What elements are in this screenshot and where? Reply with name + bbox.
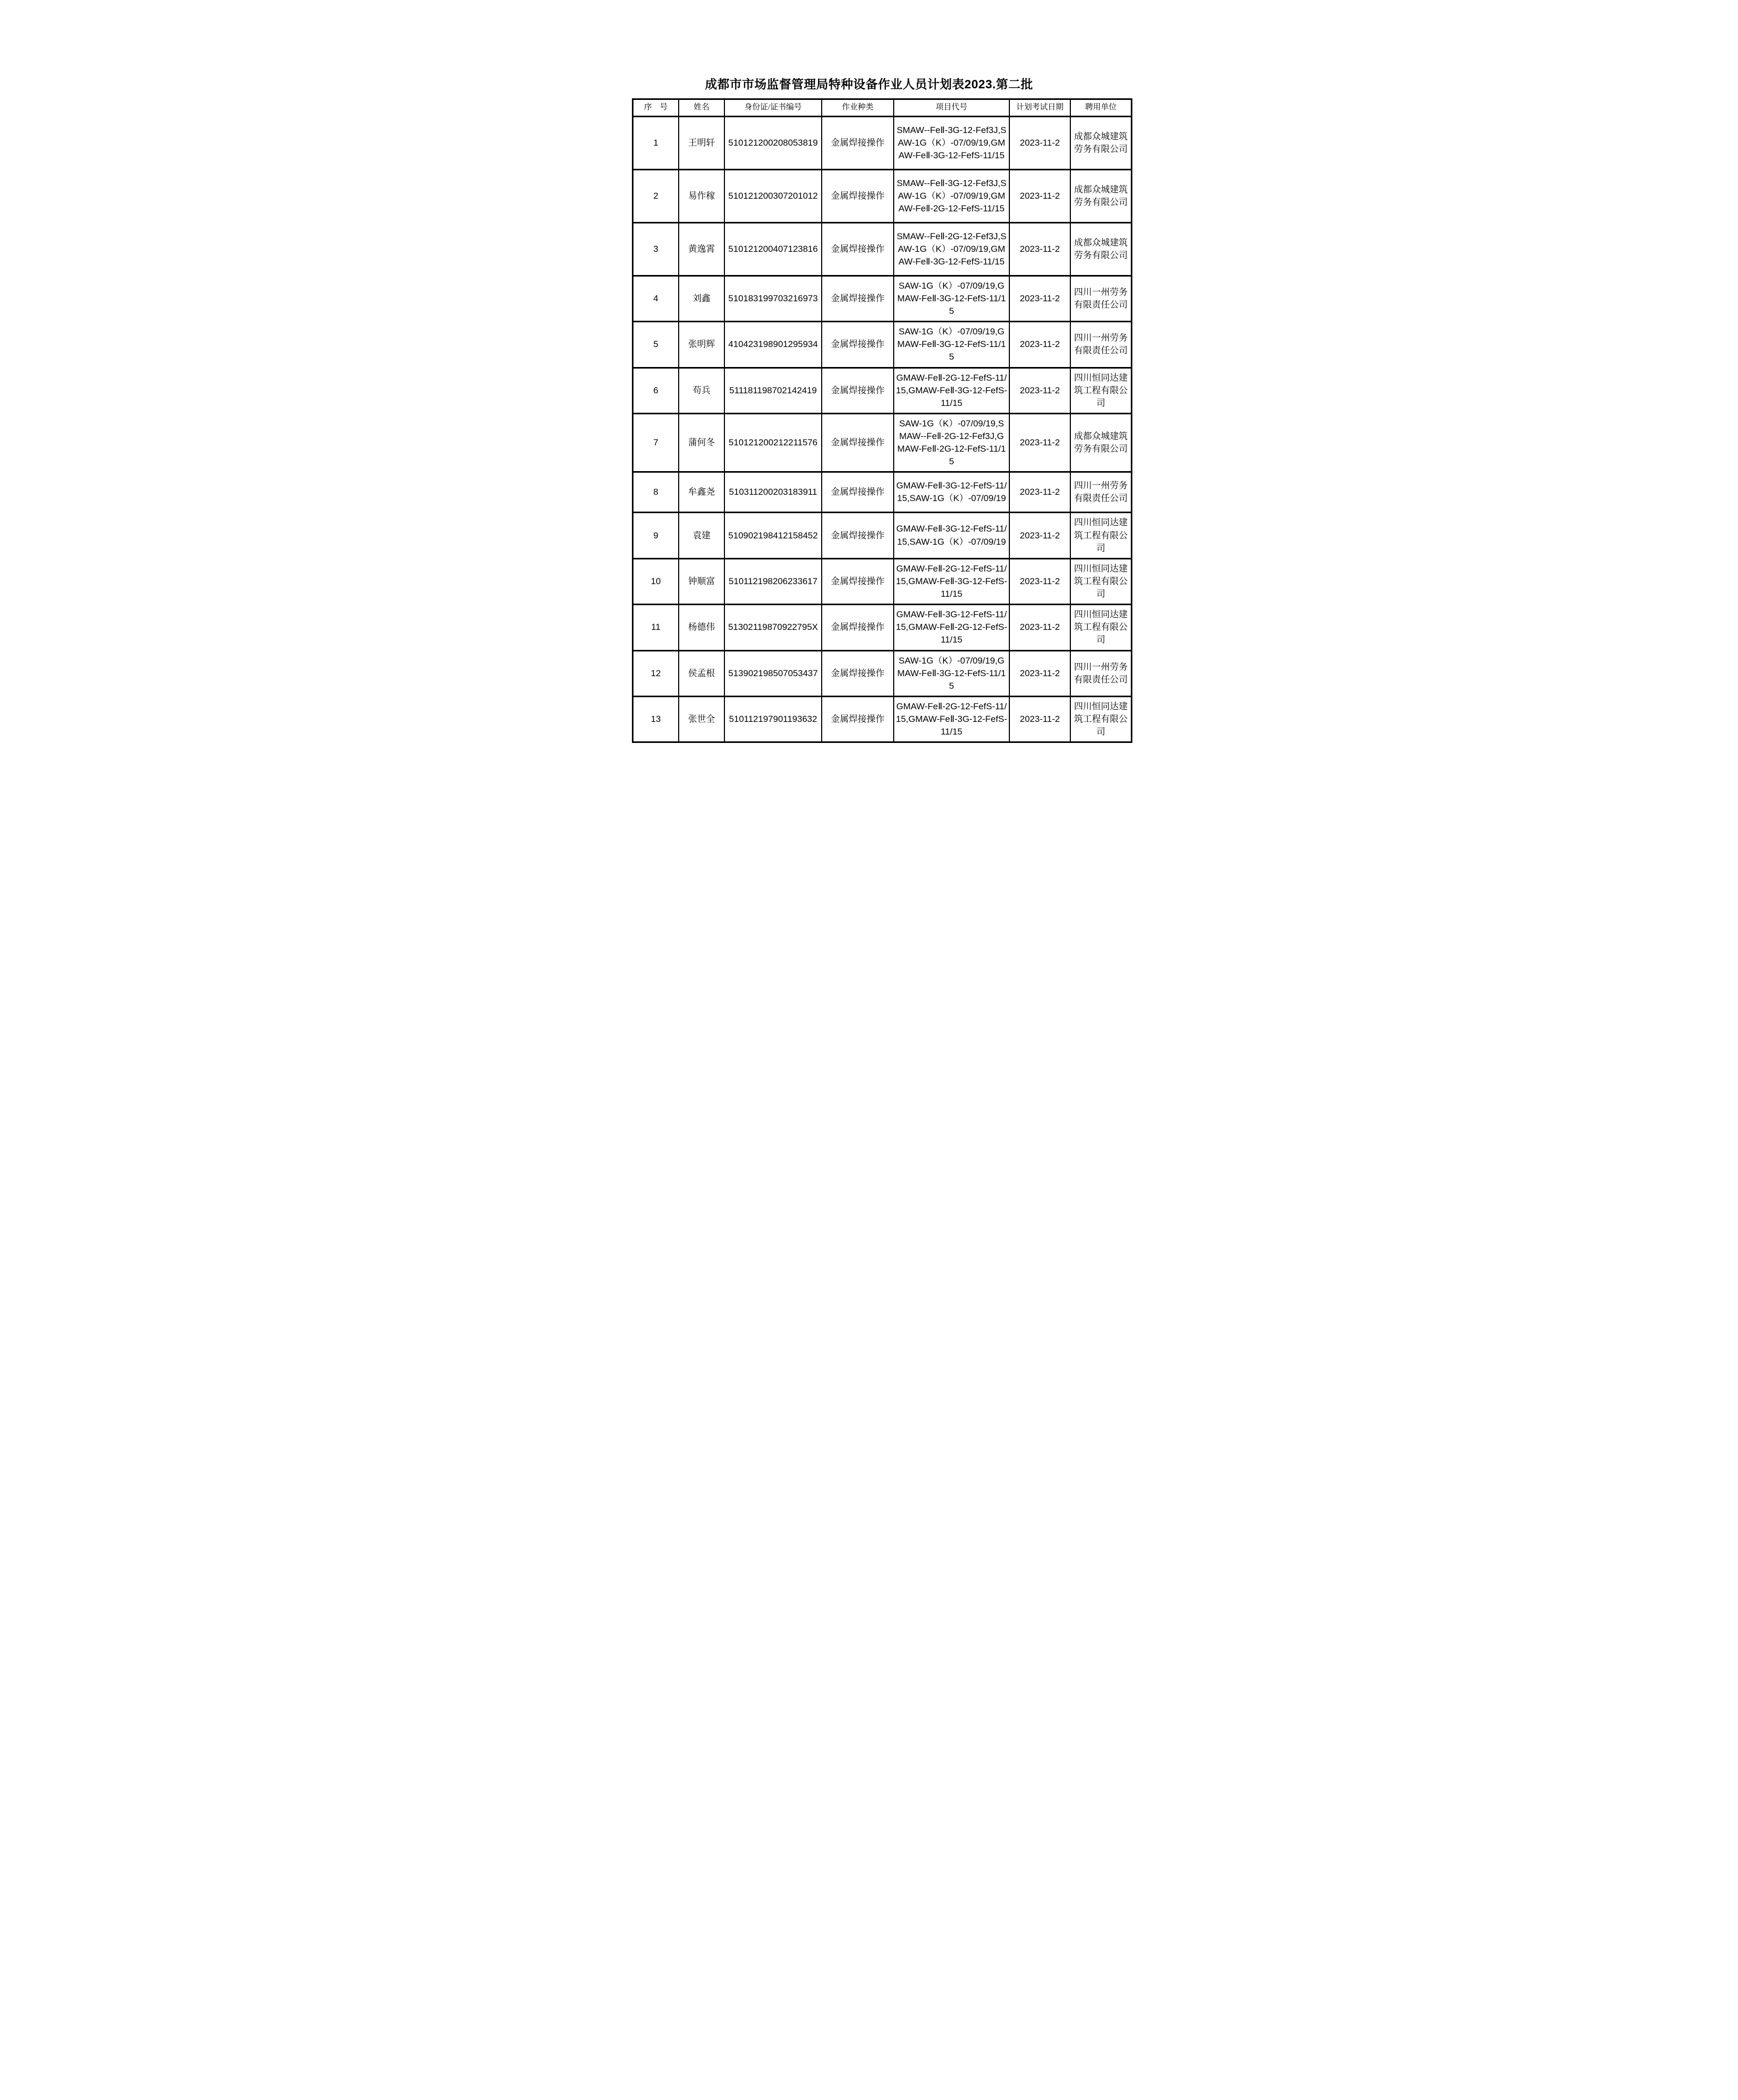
- cell-id: 510183199703216973: [724, 276, 822, 321]
- cell-id: 410423198901295934: [724, 322, 822, 368]
- cell-no: 11: [633, 605, 679, 650]
- cell-name: 钟顺富: [679, 558, 724, 604]
- cell-employer: 四川恒同达建筑工程有限公司: [1070, 558, 1132, 604]
- table-row: [633, 368, 1132, 413]
- cell-project: GMAW-FeⅡ-3G-12-FefS-11/15,GMAW-FeⅡ-2G-12-FefS-11/15: [894, 605, 1009, 650]
- cell-no: 5: [633, 322, 679, 368]
- table-row: [633, 169, 1132, 222]
- personnel-plan-table: [632, 98, 1132, 743]
- cell-name: 侯孟根: [679, 650, 724, 696]
- cell-name: 刘鑫: [679, 276, 724, 321]
- cell-job: 金属焊接操作: [822, 513, 894, 558]
- cell-date: 2023-11-2: [1009, 222, 1070, 276]
- table-row: [633, 605, 1132, 650]
- cell-employer: 四川一州劳务有限责任公司: [1070, 650, 1132, 696]
- cell-date: 2023-11-2: [1009, 513, 1070, 558]
- column-header-id: 身份证/证书编号: [724, 99, 822, 116]
- cell-date: 2023-11-2: [1009, 696, 1070, 742]
- cell-employer: 成都众城建筑劳务有限公司: [1070, 413, 1132, 472]
- cell-job: 金属焊接操作: [822, 322, 894, 368]
- cell-date: 2023-11-2: [1009, 605, 1070, 650]
- cell-name: 张明辉: [679, 322, 724, 368]
- cell-no: 6: [633, 368, 679, 413]
- cell-id: 510121200212211576: [724, 413, 822, 472]
- column-header-date: 计划考试日期: [1009, 99, 1070, 116]
- cell-name: 袁建: [679, 513, 724, 558]
- cell-job: 金属焊接操作: [822, 276, 894, 321]
- cell-no: 10: [633, 558, 679, 604]
- cell-project: SAW-1G（K）-07/09/19,GMAW-FeⅡ-3G-12-FefS-11/15: [894, 276, 1009, 321]
- cell-job: 金属焊接操作: [822, 368, 894, 413]
- cell-date: 2023-11-2: [1009, 276, 1070, 321]
- cell-no: 1: [633, 116, 679, 169]
- cell-date: 2023-11-2: [1009, 368, 1070, 413]
- cell-job: 金属焊接操作: [822, 650, 894, 696]
- cell-id: 510112197901193632: [724, 696, 822, 742]
- cell-job: 金属焊接操作: [822, 413, 894, 472]
- cell-employer: 成都众城建筑劳务有限公司: [1070, 116, 1132, 169]
- cell-date: 2023-11-2: [1009, 322, 1070, 368]
- table-header: [633, 99, 1132, 116]
- cell-employer: 四川一州劳务有限责任公司: [1070, 472, 1132, 513]
- cell-project: GMAW-FeⅡ-2G-12-FefS-11/15,GMAW-FeⅡ-3G-12-FefS-11/15: [894, 558, 1009, 604]
- cell-job: 金属焊接操作: [822, 116, 894, 169]
- table-body: [633, 116, 1132, 742]
- cell-name: 蒲何冬: [679, 413, 724, 472]
- cell-date: 2023-11-2: [1009, 472, 1070, 513]
- cell-no: 13: [633, 696, 679, 742]
- cell-name: 张世全: [679, 696, 724, 742]
- cell-job: 金属焊接操作: [822, 696, 894, 742]
- cell-date: 2023-11-2: [1009, 116, 1070, 169]
- cell-employer: 四川一州劳务有限责任公司: [1070, 276, 1132, 321]
- cell-name: 苟兵: [679, 368, 724, 413]
- cell-no: 3: [633, 222, 679, 276]
- cell-job: 金属焊接操作: [822, 169, 894, 222]
- cell-employer: 成都众城建筑劳务有限公司: [1070, 169, 1132, 222]
- table-row: [633, 513, 1132, 558]
- cell-name: 牟鑫尧: [679, 472, 724, 513]
- cell-no: 7: [633, 413, 679, 472]
- cell-id: 510311200203183911: [724, 472, 822, 513]
- cell-no: 2: [633, 169, 679, 222]
- cell-employer: 四川一州劳务有限责任公司: [1070, 322, 1132, 368]
- cell-project: SMAW--FeⅡ-2G-12-Fef3J,SAW-1G（K）-07/09/19,GMAW-FeⅡ-3G-12-FefS-11/15: [894, 222, 1009, 276]
- cell-project: SMAW--FeⅡ-3G-12-Fef3J,SAW-1G（K）-07/09/19,GMAW-FeⅡ-3G-12-FefS-11/15: [894, 116, 1009, 169]
- table-row: [633, 413, 1132, 472]
- cell-id: 511181198702142419: [724, 368, 822, 413]
- table-row: [633, 222, 1132, 276]
- cell-no: 4: [633, 276, 679, 321]
- cell-project: SAW-1G（K）-07/09/19,GMAW-FeⅡ-3G-12-FefS-11/15: [894, 322, 1009, 368]
- cell-project: GMAW-FeⅡ-3G-12-FefS-11/15,SAW-1G（K）-07/09/19: [894, 513, 1009, 558]
- table-row: [633, 650, 1132, 696]
- column-header-no: 序 号: [633, 99, 679, 116]
- cell-no: 12: [633, 650, 679, 696]
- cell-project: GMAW-FeⅡ-2G-12-FefS-11/15,GMAW-FeⅡ-3G-12-FefS-11/15: [894, 368, 1009, 413]
- cell-id: 513902198507053437: [724, 650, 822, 696]
- cell-id: 51302119870922795X: [724, 605, 822, 650]
- cell-no: 9: [633, 513, 679, 558]
- cell-id: 510121200307201012: [724, 169, 822, 222]
- cell-id: 510121200407123816: [724, 222, 822, 276]
- table-row: [633, 558, 1132, 604]
- cell-project: SAW-1G（K）-07/09/19,GMAW-FeⅡ-3G-12-FefS-11/15: [894, 650, 1009, 696]
- cell-no: 8: [633, 472, 679, 513]
- document-page: [579, 0, 1159, 737]
- cell-project: GMAW-FeⅡ-2G-12-FefS-11/15,GMAW-FeⅡ-3G-12-FefS-11/15: [894, 696, 1009, 742]
- table-row: [633, 472, 1132, 513]
- cell-id: 510121200208053819: [724, 116, 822, 169]
- column-header-project: 项目代号: [894, 99, 1009, 116]
- cell-name: 杨德伟: [679, 605, 724, 650]
- cell-job: 金属焊接操作: [822, 222, 894, 276]
- cell-name: 易作稼: [679, 169, 724, 222]
- cell-date: 2023-11-2: [1009, 169, 1070, 222]
- header-row: [633, 99, 1132, 116]
- cell-job: 金属焊接操作: [822, 472, 894, 513]
- cell-name: 黄逸霄: [679, 222, 724, 276]
- cell-project: GMAW-FeⅡ-3G-12-FefS-11/15,SAW-1G（K）-07/09/19: [894, 472, 1009, 513]
- cell-employer: 成都众城建筑劳务有限公司: [1070, 222, 1132, 276]
- table-row: [633, 322, 1132, 368]
- cell-employer: 四川恒同达建筑工程有限公司: [1070, 368, 1132, 413]
- cell-employer: 四川恒同达建筑工程有限公司: [1070, 605, 1132, 650]
- cell-employer: 四川恒同达建筑工程有限公司: [1070, 513, 1132, 558]
- cell-name: 王明轩: [679, 116, 724, 169]
- column-header-job: 作业种类: [822, 99, 894, 116]
- cell-job: 金属焊接操作: [822, 558, 894, 604]
- cell-project: SAW-1G（K）-07/09/19,SMAW--FeⅡ-2G-12-Fef3J,GMAW-FeⅡ-2G-12-FefS-11/15: [894, 413, 1009, 472]
- page-title: 成都市市场监督管理局特种设备作业人员计划表2023.第二批: [704, 77, 1034, 91]
- column-header-employer: 聘用单位: [1070, 99, 1132, 116]
- table-row: [633, 696, 1132, 742]
- cell-job: 金属焊接操作: [822, 605, 894, 650]
- cell-date: 2023-11-2: [1009, 558, 1070, 604]
- table-row: [633, 276, 1132, 321]
- cell-date: 2023-11-2: [1009, 650, 1070, 696]
- table-row: [633, 116, 1132, 169]
- cell-employer: 四川恒同达建筑工程有限公司: [1070, 696, 1132, 742]
- cell-project: SMAW--FeⅡ-3G-12-Fef3J,SAW-1G（K）-07/09/19,GMAW-FeⅡ-2G-12-FefS-11/15: [894, 169, 1009, 222]
- column-header-name: 姓名: [679, 99, 724, 116]
- cell-date: 2023-11-2: [1009, 413, 1070, 472]
- cell-id: 510902198412158452: [724, 513, 822, 558]
- cell-id: 510112198206233617: [724, 558, 822, 604]
